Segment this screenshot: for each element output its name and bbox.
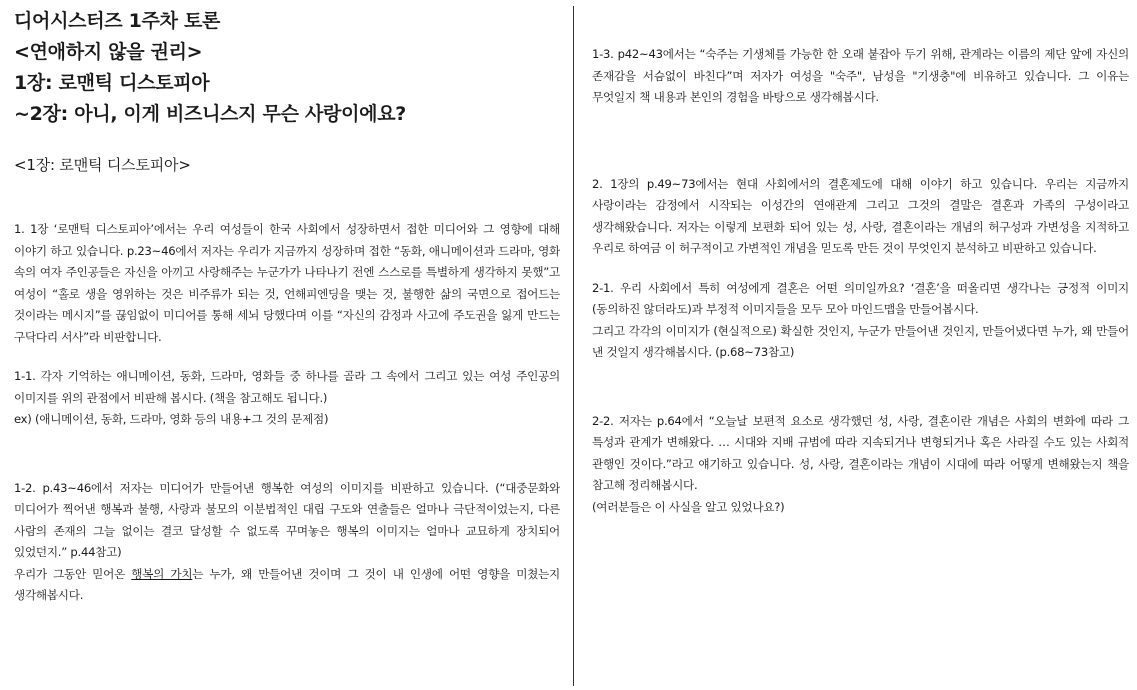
section-header-chapter1: <1장: 로맨틱 디스토피아> xyxy=(14,156,191,174)
question-1-2-followup xyxy=(14,564,560,607)
left-column xyxy=(0,0,574,607)
right-column xyxy=(576,0,1137,518)
question-1-1-example: ex) (애니메이션, 동화, 드라마, 영화 등의 내용+그 것의 문제점) xyxy=(14,412,329,426)
followup-text-start: 우리가 그동안 믿어온 xyxy=(14,566,132,581)
question-2-1-followup: 그리고 각각의 이미지가 (현실적으로) 확실한 것인지, 누군가 만들어낸 것인지, 만들어냈다면 누가, 왜 만들어 낸 것일지 생각해봅시다. (p.68~73참고) xyxy=(592,323,1129,359)
title-line-2: <연애하지 않을 권리> xyxy=(14,41,203,63)
title-line-1: 디어시스터즈 1주차 토론 xyxy=(14,10,221,32)
question-2-1: 2-1. 우리 사회에서 특히 여성에게 결혼은 어떤 의미일까요? ‘결혼’을 떠올리면 생각나는 긍정적 이미지(동의하진 않더라도)과 부정적 이미지들을 모두 모아 마인드맵을 만들어봅시다. xyxy=(592,280,1129,316)
question-2-2-followup: (여러분들은 이 사실을 알고 있었나요?) xyxy=(592,499,785,514)
question-1-1: 1-1. 각자 기억하는 애니메이션, 동화, 드라마, 영화들 중 하나를 골라 그 속에서 그리고 있는 여성 주인공의 이미지를 위의 관점에서 비판해 봅시다. (책을 참고해도 됩니다.) xyxy=(14,369,560,405)
question-1: 1. 1장 ‘로맨틱 디스토피아’에서는 우리 여성들이 한국 사회에서 성장하면서 접한 미디어와 그 영향에 대해 이야기 하고 있습니다. p.23~46에서 저자는 우리가 지금까지 성장하며 접한 “동화, 애니메이션과 드라마, 영화 속의 여자 주인공들은 자신을 아끼고 사랑해주는 누군가가 나타나기 전엔 스스로를 특별하게 생각하지 못했”고 여성이 “홀로 생을 영위하는 것은 비주류가 되는 것, 언해피엔딩을 맺는 것, 불행한 삶의 국면으로 접어드는 것이라는 메시지”를 끊임없이 미디어를 통해 세뇌 당했다며 이를 “자신의 감정과 사고에 주도권을 잃게 만드는 구닥다리 서사”라 비판합니다. xyxy=(14,222,560,344)
question-2: 2. 1장의 p.49~73에서는 현대 사회에서의 결혼제도에 대해 이야기 하고 있습니다. 우리는 지금까지 사랑이라는 감정에서 시작되는 이성간의 연애관계 그리고 그것의 결말은 결혼과 가족의 구성이라고 생각해왔습니다. 저자는 이렇게 보편화 되어 있는 성, 사랑, 결혼이라는 개념의 허구성과 가변성을 지적하고 우리로 하여금 이 허구적이고 가변적인 개념을 믿도록 만든 것이 무엇인지 분석하고 비판하고 있습니다. xyxy=(592,176,1129,255)
question-2-2: 2-2. 저자는 p.64에서 “오늘날 보편적 요소로 생각했던 성, 사랑, 결혼이란 개념은 사회의 변화에 따라 그 특성과 관계가 변해왔다. … 시대와 지배 규범에 따라 지속되거나 변형되거나 혹은 사라질 수도 있는 사회적 관행인 것이다.”라고 얘기하고 있습니다. 성, 사랑, 결혼이라는 개념이 시대에 따라 어떻게 변해왔는지 책을 참고해 정리해봅시다. xyxy=(592,413,1129,492)
question-1-3: 1-3. p42~43에서는 “숙주는 기생체를 가능한 한 오래 붙잡아 두기 위해, 관계라는 이름의 제단 앞에 자신의 존재감을 서슴없이 바친다”며 저자가 여성을 "숙주", 남성을 "기생충"에 비유하고 있습니다. 그 이유는 무엇일지 책 내용과 본인의 경험을 바탕으로 생각해봅시다. xyxy=(592,47,1129,104)
column-divider xyxy=(573,6,574,686)
underlined-phrase: 행복의 가치 xyxy=(131,566,193,581)
document-title-block xyxy=(14,6,560,130)
title-line-3: 1장: 로맨틱 디스토피아 xyxy=(14,72,210,94)
followup-text-end: 는 누가, 왜 만들어낸 것이며 그 것이 내 인생에 어떤 영향을 미쳤는지 생각해봅시다. xyxy=(14,566,561,602)
title-line-4: ~2장: 아니, 이게 비즈니스지 무슨 사랑이에요? xyxy=(14,103,406,125)
question-1-2: 1-2. p.43~46에서 저자는 미디어가 만들어낸 행복한 여성의 이미지를 비판하고 있습니다. (“대중문화와 미디어가 찍어낸 행복과 불행, 사랑과 불모의 이분법적인 대립 구도와 연출들은 얼마나 극단적이었는지, 다른 사람의 존재의 그늘 없이는 결코 달성할 수 없도록 꾸며놓은 행복의 이미지는 얼마나 교묘하게 장치되어 있었던지.” p.44참고) xyxy=(14,480,560,559)
